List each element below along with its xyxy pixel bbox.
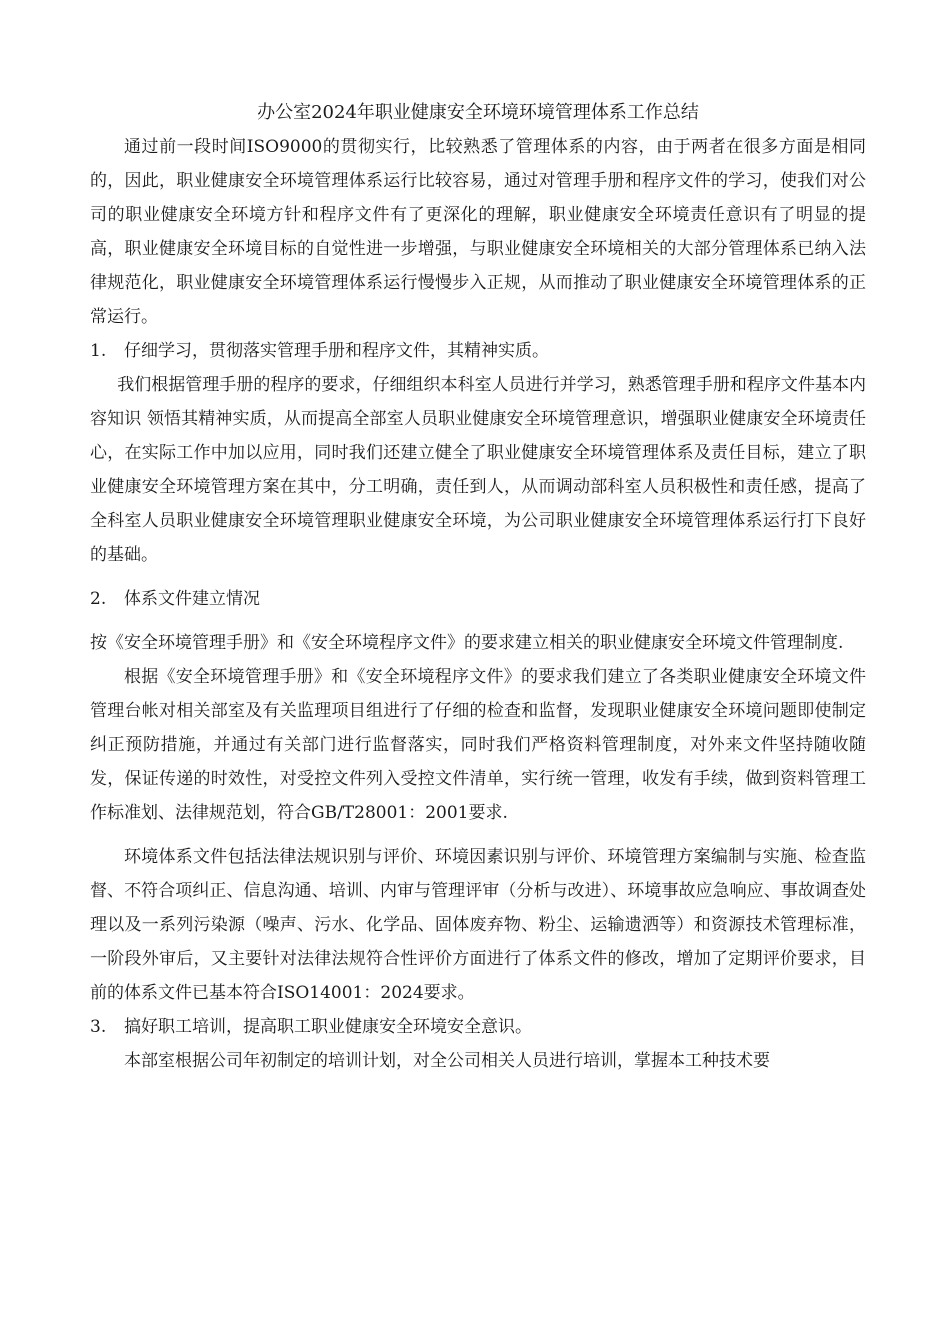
section-2-paragraph-2: 根据《安全环境管理手册》和《安全环境程序文件》的要求我们建立了各类职业健康安全环境文件管理台帐对相关部室及有关监理项目组进行了仔细的检查和监督，发现职业健康安全环境问题即使制定纠正预防措施，并通过有关部门进行监督落实，同时我们严格资料管理制度，对外来文件坚持随收随发，保证传递的时效性，对受控文件列入受控文件清单，实行统一管理，收发有手续，做到资料管理工作标准划、法律规范划，符合GB/T28001：2001要求. (90, 667, 866, 823)
section-1-heading (90, 334, 866, 368)
document-title: 办公室2024年职业健康安全环境环境管理体系工作总结 (257, 102, 699, 123)
section-1-number: 1. (90, 341, 107, 361)
section-2-paragraph-3: 环境体系文件包括法律法规识别与评价、环境因素识别与评价、环境管理方案编制与实施、检查监督、不符合项纠正、信息沟通、培训、内审与管理评审（分析与改进）、环境事故应急响应、事故调查处理以及一系列污染源（噪声、污水、化学品、固体废弃物、粉尘、运输遗洒等）和资源技术管理标准，一阶段外审后，又主要针对法律法规符合性评价方面进行了体系文件的修改，增加了定期评价要求，目前的体系文件已基本符合ISO14001：2024要求。 (90, 847, 866, 1003)
section-1-title: 仔细学习，贯彻落实管理手册和程序文件，其精神实质。 (124, 341, 549, 361)
section-3-number: 3. (90, 1017, 107, 1037)
section-2-title: 体系文件建立情况 (124, 589, 260, 609)
section-3-body: 本部室根据公司年初制定的培训计划，对全公司相关人员进行培训，掌握本工种技术要 (124, 1051, 770, 1071)
section-2-number: 2. (90, 589, 107, 609)
section-3-title: 搞好职工培训，提高职工职业健康安全环境安全意识。 (124, 1017, 532, 1037)
section-1-body: 我们根据管理手册的程序的要求，仔细组织本科室人员进行并学习，熟悉管理手册和程序文件基本内容知识 领悟其精神实质，从而提高全部室人员职业健康安全环境管理意识，增强职业健康安全环境责任心，在实际工作中加以应用，同时我们还建立健全了职业健康安全环境管理体系及责任目标，建立了职业健康安全环境管理方案在其中，分工明确，责任到人，从而调动部科室人员积极性和责任感，提高了全科室人员职业健康安全环境管理职业健康安全环境，为公司职业健康安全环境管理体系运行打下良好的基础。 (90, 375, 866, 565)
section-2-paragraph-1: 按《安全环境管理手册》和《安全环境程序文件》的要求建立相关的职业健康安全环境文件管理制度. (90, 633, 844, 653)
section-2-heading (90, 582, 866, 616)
section-gap (90, 572, 866, 582)
document-page (90, 96, 866, 1078)
section-gap (90, 616, 866, 626)
intro-paragraph: 通过前一段时间ISO9000的贯彻实行，比较熟悉了管理体系的内容，由于两者在很多方面是相同的，因此，职业健康安全环境管理体系运行比较容易，通过对管理手册和程序文件的学习，使我们对公司的职业健康安全环境方针和程序文件有了更深化的理解，职业健康安全环境责任意识有了明显的提高，职业健康安全环境目标的自觉性进一步增强，与职业健康安全环境相关的大部分管理体系已纳入法律规范化，职业健康安全环境管理体系运行慢慢步入正规，从而推动了职业健康安全环境管理体系的正常运行。 (90, 137, 866, 327)
section-3-heading (90, 1010, 866, 1044)
section-gap (90, 830, 866, 840)
